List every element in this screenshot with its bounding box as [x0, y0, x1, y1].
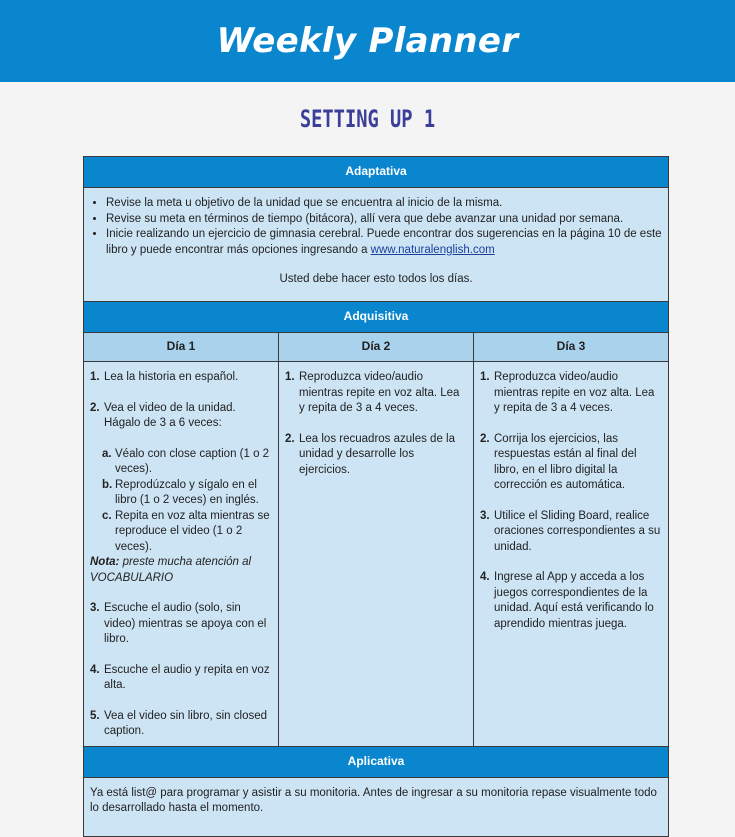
item-text: Utilice el Sliding Board, realice oraciones correspondientes a su unidad. — [494, 509, 661, 553]
list-item — [90, 401, 272, 432]
list-item — [285, 432, 467, 479]
naturalenglish-link[interactable]: www.naturalenglish.com — [370, 243, 495, 256]
dia-3-cell — [474, 362, 669, 747]
item-text: Repita en voz alta mientras se reproduce el video (1 o 2 veces). — [115, 509, 270, 553]
list-item: • Revise su meta en términos de tiempo (bitácora), allí vera que debe avanzar una unidad por semana. — [106, 212, 662, 228]
nota-label: Nota: — [90, 556, 120, 568]
item-text: Lea la historia en español. — [104, 371, 239, 383]
item-number: 1. — [285, 371, 295, 383]
list-item — [90, 370, 272, 386]
item-number: 3. — [90, 602, 100, 614]
item-text: Escuche el audio y repita en voz alta. — [104, 663, 270, 691]
adaptativa-footer: Usted debe hacer esto todos los días. — [279, 273, 473, 285]
list-item — [90, 601, 272, 648]
aplicativa-header: Aplicativa — [84, 746, 669, 777]
nota-text — [90, 555, 272, 586]
list-item — [90, 663, 272, 694]
item-number: 3. — [480, 509, 490, 522]
item-text: Lea los recuadros azules de la unidad y desarrolle los ejercicios. — [299, 432, 455, 476]
item-text: Vea el video sin libro, sin closed caption. — [104, 709, 268, 737]
item-number: 2. — [480, 432, 490, 445]
list-item — [106, 227, 662, 258]
item-text: Vea el video de la unidad. Hágalo de 3 a 6 veces: — [104, 401, 236, 429]
item-text: Reprodúzcalo y sígalo en el libro (1 o 2 veces) en inglés. — [115, 478, 259, 506]
item-letter: a. — [102, 447, 112, 460]
page-banner — [0, 0, 735, 82]
item-letter: b. — [102, 478, 113, 491]
adaptativa-cell — [84, 188, 669, 302]
aplicativa-cell — [84, 777, 669, 836]
item-number: 5. — [90, 709, 100, 722]
item-text: Véalo con close caption (1 o 2 veces). — [115, 447, 270, 475]
column-header-dia-2: Día 2 — [279, 333, 474, 362]
sub-item — [90, 447, 272, 478]
item-number: 1. — [480, 371, 490, 383]
item-number: 2. — [90, 401, 100, 414]
item-number: 4. — [480, 571, 490, 583]
dia-1-cell — [84, 362, 279, 747]
list-item — [285, 370, 467, 417]
item-number: 4. — [90, 663, 100, 676]
adaptativa-list — [90, 196, 662, 258]
item-text: Corrija los ejercicios, las respuestas están al final del libro, en el libro digital la corrección es automática. — [494, 432, 637, 491]
item-text: Ingrese al App y acceda a los juegos correspondientes de la unidad. Aquí está verificando lo aprendido mientras juega. — [494, 571, 654, 630]
list-item — [480, 509, 662, 556]
adaptativa-header: Adaptativa — [84, 157, 669, 188]
list-item: • Revise la meta u objetivo de la unidad que se encuentra al inicio de la misma. — [106, 196, 662, 212]
planner-table — [83, 156, 669, 837]
item-number: 2. — [285, 432, 295, 445]
item-number: 1. — [90, 371, 100, 383]
column-header-dia-3: Día 3 — [474, 333, 669, 362]
item-text: Reproduzca video/audio mientras repite en voz alta. Lea y repita de 3 a 4 veces. — [299, 371, 460, 414]
list-item — [480, 370, 662, 417]
item-letter: c. — [102, 509, 112, 522]
list-item-text: Inicie realizando un ejercicio de gimnasia cerebral. Puede encontrar dos sugerencias en la página 10 de este libro y puede encontrar más opciones ingresando a — [106, 228, 662, 256]
item-text: Escuche el audio (solo, sin video) mientras se apoya con el libro. — [104, 602, 267, 645]
sub-item — [90, 509, 272, 556]
adquisitiva-header: Adquisitiva — [84, 302, 669, 333]
nota-body: preste mucha atención al VOCABULARIO — [90, 556, 252, 584]
page-title: Weekly Planner — [216, 21, 519, 61]
item-text: Reproduzca video/audio mientras repite en voz alta. Lea y repita de 3 a 4 veces. — [494, 371, 655, 414]
aplicativa-text: Ya está list@ para programar y asistir a su monitoria. Antes de ingresar a su monitoria repase visualmente todo lo desarrollado hasta el momento. — [90, 786, 657, 814]
dia-2-cell — [279, 362, 474, 747]
column-header-dia-1: Día 1 — [84, 333, 279, 362]
page-subtitle: SETTING UP 1 — [299, 105, 436, 133]
list-item — [90, 709, 272, 740]
list-item — [480, 432, 662, 494]
list-item — [480, 570, 662, 632]
sub-item — [90, 478, 272, 509]
